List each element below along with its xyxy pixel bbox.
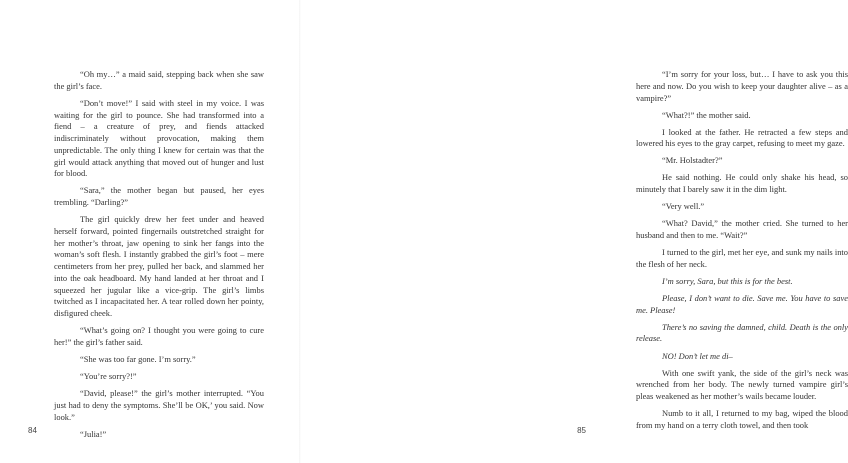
paragraph: Numb to it all, I returned to my bag, wiped the blood from my hand on a terry cloth towel, and then took [636,408,848,430]
paragraph: “What?!” the mother said. [662,109,751,120]
paragraph: “I’m sorry for your loss, but… I have to ask you this here and now. Do you wish to keep your daughter alive – as a vampire?” [636,69,848,103]
right-page-text [636,69,848,432]
paragraph: With one swift yank, the side of the girl’s neck was wrenched from her body. The newly turned vampire girl’s pleas weakened as her mother’s wails became louder. [636,367,848,402]
right-page [300,0,848,463]
paragraph: “David, please!” the girl’s mother interrupted. “You just had to deny the symptoms. She’ll be OK,’ you said. Now look.” [54,388,264,422]
paragraph: “Don’t move!” I said with steel in my voice. I was waiting for the girl to pounce. She had transformed into a fiend – a creature of prey, and fiends attacked indiscriminately without provocation, making them unpredictable. The only thing I knew for certain was that the girl would attack anything that moved out of hunger and lust for blood. [54,97,264,179]
italic-paragraph: Please, I don’t want to die. Save me. You have to save me. Please! [636,292,848,315]
left-page-text [54,69,264,440]
paragraph: “You’re sorry?!” [80,371,137,382]
italic-paragraph: I’m sorry, Sara, but this is for the best. [662,275,793,286]
paragraph: I turned to the girl, met her eye, and sunk my nails into the flesh of her neck. [636,247,848,269]
paragraph: “Julia!” [80,428,107,439]
paragraph: The girl quickly drew her feet under and heaved herself forward, pointed fingernails outstretched straight for her mother’s throat, jaw opening to sink her fangs into the woman’s soft flesh. I instantly grabbed the girl’s foot – mere centimeters from her prey, pulled her back, and slammed her into the oak headboard. My hand landed at her throat and I squeezed her jugular like a vice-grip. The girl’s limbs twitched as I incapacitated her. A tear rolled down her pointy, disfigured cheek. [54,214,264,319]
italic-paragraph: NO! Don’t let me di– [662,350,733,361]
paragraph: “What’s going on? I thought you were going to cure her!” the girl’s father said. [54,325,264,347]
page-number: 84 [28,426,37,435]
paragraph: He said nothing. He could only shake his head, so minutely that I barely saw it in the dim light. [636,172,848,195]
paragraph: I looked at the father. He retracted a few steps and lowered his eyes to the gray carpet, refusing to meet my gaze. [636,126,848,149]
paragraph: “Mr. Holstadter?” [662,155,723,166]
page-number: 85 [577,426,586,435]
italic-paragraph: There’s no saving the damned, child. Death is the only release. [636,321,848,344]
paragraph: “Very well.” [662,201,705,212]
paragraph: “She was too far gone. I’m sorry.” [80,353,196,364]
left-page [0,0,300,463]
paragraph: “Oh my…” a maid said, stepping back when she saw the girl’s face. [54,69,264,91]
paragraph: “What? David,” the mother cried. She turned to her husband and then to me. “Wait?” [636,218,848,241]
paragraph: “Sara,” the mother began but paused, her eyes trembling. “Darling?” [54,185,264,208]
